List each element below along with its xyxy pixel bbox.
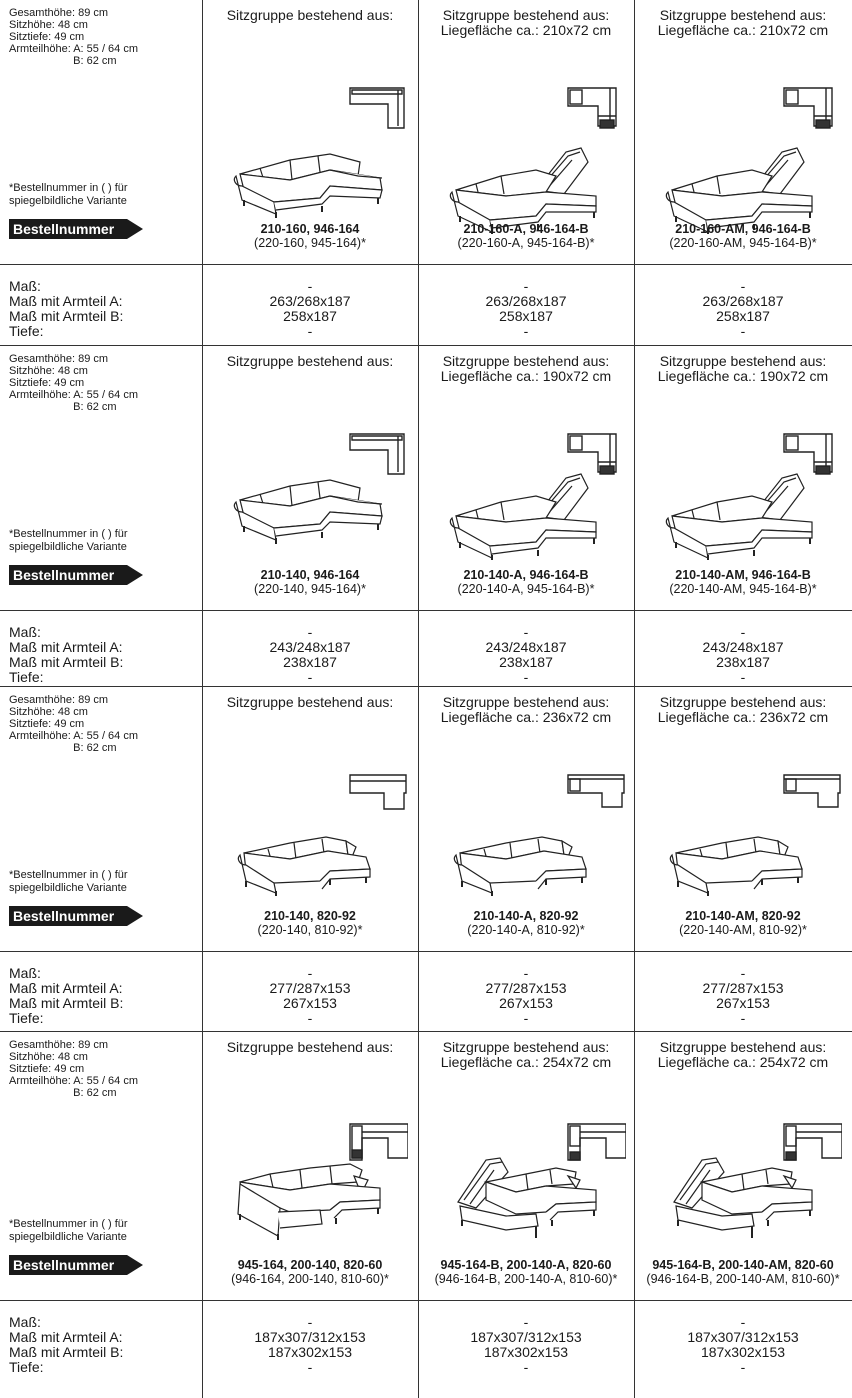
order-number [634, 568, 852, 596]
sofa-u-shape-icon [230, 1152, 390, 1247]
column-heading [634, 695, 852, 725]
order-code-mirror: (946-164-B, 200-140-AM, 810-60)* [646, 1272, 840, 1286]
dimension-label-tiefe: Tiefe: [9, 1010, 44, 1026]
config-column [634, 0, 852, 264]
specs-text: Gesamthöhe: 89 cm Sitzhöhe: 48 cm Sitztiefe: 49 cm Armteilhöhe: A: 55 / 64 cm B: 62 cm [9, 7, 139, 67]
badge-arrow-icon [127, 906, 143, 926]
dimension-value-tiefe: - [740, 1010, 746, 1026]
mirror-note [9, 1218, 128, 1244]
order-code-mirror: (946-164-B, 200-140-A, 810-60)* [434, 1272, 618, 1286]
dimension-value-tiefe: - [523, 1010, 529, 1026]
specs-text: Gesamthöhe: 89 cm Sitzhöhe: 48 cm Sitztiefe: 49 cm Armteilhöhe: A: 55 / 64 cm B: 62 cm [9, 694, 139, 754]
dimension-label-tiefe: Tiefe: [9, 1359, 44, 1375]
dimension-value-mass: - [307, 278, 313, 294]
order-number [418, 222, 634, 250]
order-number [202, 1258, 418, 1286]
heading-line1: Sitzgruppe bestehend aus: [226, 1039, 394, 1055]
column-heading [634, 1040, 852, 1070]
order-code: 210-140, 820-92 [264, 909, 356, 923]
lying-area-text: Liegefläche ca.: 190x72 cm [657, 368, 829, 384]
heading-line1: Sitzgruppe bestehend aus: [659, 353, 827, 369]
dimension-label-mass-b: Maß mit Armteil B: [9, 995, 124, 1011]
order-code: 210-160-A, 946-164-B [463, 222, 589, 236]
sofa-l-shape-icon [230, 466, 390, 551]
column-heading [418, 695, 634, 725]
dimension-values [202, 1315, 418, 1375]
dimension-labels [9, 1315, 123, 1375]
config-column [202, 0, 418, 264]
dimension-value-tiefe: - [307, 1359, 313, 1375]
dimension-value-mass-a: 277/287x153 [485, 980, 567, 996]
mirror-note-line2: spiegelbildliche Variante [9, 882, 127, 894]
specs-text: Gesamthöhe: 89 cm Sitzhöhe: 48 cm Sitztiefe: 49 cm Armteilhöhe: A: 55 / 64 cm B: 62 cm [9, 1039, 139, 1099]
dimension-labels [9, 279, 123, 339]
order-code: 210-140-AM, 946-164-B [675, 568, 811, 582]
lying-area-text: Liegefläche ca.: 190x72 cm [440, 368, 612, 384]
dimension-value-mass: - [740, 1314, 746, 1330]
dimension-value-tiefe: - [740, 1359, 746, 1375]
dimension-labels [9, 966, 123, 1026]
badge-arrow-icon [127, 565, 143, 585]
order-number [418, 568, 634, 596]
order-code: 210-160-AM, 946-164-B [675, 222, 811, 236]
lying-area-text: Liegefläche ca.: 236x72 cm [657, 709, 829, 725]
dimension-value-tiefe: - [523, 1359, 529, 1375]
column-heading [418, 354, 634, 384]
badge-arrow-icon [127, 219, 143, 239]
dimension-value-tiefe: - [740, 323, 746, 339]
order-number [634, 222, 852, 250]
dimension-value-mass-b: 187x302x153 [483, 1344, 569, 1360]
dimension-value-mass-a: 187x307/312x153 [687, 1329, 799, 1345]
config-column [634, 687, 852, 951]
order-code-mirror: (220-160-AM, 945-164-B)* [669, 236, 817, 250]
configuration-section [0, 1032, 852, 1301]
config-column [418, 687, 634, 951]
heading-line1: Sitzgruppe bestehend aus: [226, 7, 394, 23]
dimension-value-mass: - [523, 1314, 529, 1330]
column-heading [202, 695, 418, 710]
sofa-l-shape-icon [230, 140, 390, 225]
heading-line1: Sitzgruppe bestehend aus: [226, 694, 394, 710]
dimension-values [202, 279, 418, 339]
floorplan-icon [566, 773, 626, 824]
dimension-value-mass-b: 238x187 [499, 654, 553, 670]
dimension-value-mass-a: 243/248x187 [269, 639, 351, 655]
order-code: 210-140-A, 946-164-B [463, 568, 589, 582]
dimension-value-mass-a: 277/287x153 [269, 980, 351, 996]
badge-label: Bestellnummer [13, 221, 115, 237]
mirror-note-line2: spiegelbildliche Variante [9, 541, 127, 553]
dimension-label-mass: Maß: [9, 965, 41, 981]
config-column [202, 1032, 418, 1300]
mirror-note-line2: spiegelbildliche Variante [9, 195, 127, 207]
dimension-value-mass: - [740, 624, 746, 640]
mirror-note-line1: *Bestellnummer in ( ) für [9, 528, 128, 540]
dimension-value-mass-b: 258x187 [499, 308, 553, 324]
dimension-values [418, 966, 634, 1026]
sofa-chaise-icon [446, 827, 606, 902]
mirror-note-line1: *Bestellnummer in ( ) für [9, 182, 128, 194]
order-number [202, 222, 418, 250]
dimension-value-mass-b: 267x153 [283, 995, 337, 1011]
dimension-value-mass-b: 187x302x153 [700, 1344, 786, 1360]
config-column [634, 346, 852, 610]
heading-line1: Sitzgruppe bestehend aus: [442, 7, 610, 23]
dimension-label-mass-b: Maß mit Armteil B: [9, 654, 124, 670]
order-code: 945-164-B, 200-140-A, 820-60 [440, 1258, 612, 1272]
config-column [418, 0, 634, 264]
product-block [0, 345, 852, 687]
product-block [0, 1031, 852, 1398]
order-code: 210-140, 946-164 [260, 568, 360, 582]
order-number [418, 909, 634, 937]
heading-line1: Sitzgruppe bestehend aus: [442, 694, 610, 710]
configuration-section [0, 0, 852, 265]
dimension-label-mass-a: Maß mit Armteil A: [9, 980, 123, 996]
dimension-value-mass-a: 243/248x187 [485, 639, 567, 655]
config-column [634, 1032, 852, 1300]
dimensions-section [0, 1301, 852, 1398]
dimension-value-mass-b: 187x302x153 [267, 1344, 353, 1360]
dimension-value-mass-b: 238x187 [283, 654, 337, 670]
order-code: 210-160, 946-164 [260, 222, 360, 236]
dimension-value-mass-b: 238x187 [716, 654, 770, 670]
heading-line1: Sitzgruppe bestehend aus: [442, 1039, 610, 1055]
order-code: 945-164, 200-140, 820-60 [237, 1258, 383, 1272]
dimensions-section [0, 952, 852, 1032]
dimension-value-mass: - [307, 965, 313, 981]
column-heading [202, 354, 418, 369]
dimension-values [202, 966, 418, 1026]
order-number [418, 1258, 634, 1286]
dimension-value-mass: - [523, 965, 529, 981]
dimension-value-mass: - [307, 1314, 313, 1330]
mirror-note [9, 528, 128, 554]
order-number [634, 1258, 852, 1286]
dimension-value-tiefe: - [307, 323, 313, 339]
badge-label: Bestellnummer [13, 567, 115, 583]
dimension-value-mass-a: 263/268x187 [269, 293, 351, 309]
dimension-value-mass: - [740, 965, 746, 981]
badge-label: Bestellnummer [13, 1257, 115, 1273]
sofa-u-shape-icon [662, 1152, 822, 1247]
product-block [0, 0, 852, 345]
dimension-values [634, 279, 852, 339]
heading-line1: Sitzgruppe bestehend aus: [659, 7, 827, 23]
floorplan-icon [566, 86, 626, 137]
dimension-value-mass-a: 243/248x187 [702, 639, 784, 655]
dimension-values [634, 1315, 852, 1375]
lying-area-text: Liegefläche ca.: 254x72 cm [440, 1054, 612, 1070]
mirror-note-line2: spiegelbildliche Variante [9, 1231, 127, 1243]
config-column [418, 1032, 634, 1300]
bestellnummer-badge [9, 565, 143, 585]
dimensions-section [0, 265, 852, 345]
dimension-value-mass-b: 258x187 [716, 308, 770, 324]
order-code: 945-164-B, 200-140-AM, 820-60 [652, 1258, 834, 1272]
order-code-mirror: (220-140-AM, 945-164-B)* [669, 582, 817, 596]
column-heading [634, 354, 852, 384]
config-column [418, 346, 634, 610]
sofa-u-shape-icon [446, 1152, 606, 1247]
dimension-label-mass-a: Maß mit Armteil A: [9, 1329, 123, 1345]
dimension-values [418, 1315, 634, 1375]
dimension-labels [9, 625, 123, 685]
floorplan-icon [782, 86, 842, 137]
floorplan-icon [782, 773, 842, 824]
mirror-note-line1: *Bestellnummer in ( ) für [9, 1218, 128, 1230]
bestellnummer-badge [9, 219, 143, 239]
mirror-note [9, 182, 128, 208]
dimension-value-mass-a: 263/268x187 [485, 293, 567, 309]
configuration-section [0, 687, 852, 952]
order-code: 210-140-A, 820-92 [473, 909, 579, 923]
order-code: 210-140-AM, 820-92 [685, 909, 801, 923]
column-heading [202, 1040, 418, 1055]
order-code-mirror: (946-164, 200-140, 810-60)* [231, 1272, 389, 1286]
badge-arrow-icon [127, 1255, 143, 1275]
dimension-value-mass: - [523, 624, 529, 640]
lying-area-text: Liegefläche ca.: 210x72 cm [440, 22, 612, 38]
dimension-value-mass: - [307, 624, 313, 640]
badge-label: Bestellnummer [13, 908, 115, 924]
column-heading [418, 1040, 634, 1070]
product-block [0, 686, 852, 1032]
sofa-chaise-icon [662, 827, 822, 902]
dimension-value-mass-a: 263/268x187 [702, 293, 784, 309]
lying-area-text: Liegefläche ca.: 236x72 cm [440, 709, 612, 725]
dimension-label-mass-b: Maß mit Armteil B: [9, 308, 124, 324]
floorplan-icon [348, 773, 408, 824]
bestellnummer-badge [9, 906, 143, 926]
order-number [202, 909, 418, 937]
configuration-section [0, 346, 852, 611]
dimension-values [202, 625, 418, 685]
heading-line1: Sitzgruppe bestehend aus: [226, 353, 394, 369]
config-column [202, 687, 418, 951]
order-code-mirror: (220-140-A, 945-164-B)* [457, 582, 595, 596]
order-number [634, 909, 852, 937]
order-code-mirror: (220-140, 945-164)* [254, 582, 366, 596]
lying-area-text: Liegefläche ca.: 254x72 cm [657, 1054, 829, 1070]
order-code-mirror: (220-140-AM, 810-92)* [679, 923, 807, 937]
dimension-label-mass: Maß: [9, 624, 41, 640]
dimension-value-tiefe: - [740, 669, 746, 685]
dimension-values [418, 625, 634, 685]
dimension-value-mass-b: 267x153 [499, 995, 553, 1011]
dimension-value-mass: - [523, 278, 529, 294]
dimension-value-tiefe: - [523, 323, 529, 339]
dimension-value-tiefe: - [307, 669, 313, 685]
dimension-label-mass-b: Maß mit Armteil B: [9, 1344, 124, 1360]
dimension-values [634, 625, 852, 685]
heading-line1: Sitzgruppe bestehend aus: [659, 1039, 827, 1055]
dimension-value-mass: - [740, 278, 746, 294]
sofa-chaise-icon [230, 827, 390, 902]
dimension-label-mass: Maß: [9, 1314, 41, 1330]
dimension-value-mass-a: 277/287x153 [702, 980, 784, 996]
dimension-value-tiefe: - [523, 669, 529, 685]
dimension-value-mass-b: 267x153 [716, 995, 770, 1011]
order-code-mirror: (220-140, 810-92)* [257, 923, 363, 937]
dimension-value-tiefe: - [307, 1010, 313, 1026]
order-number [202, 568, 418, 596]
order-code-mirror: (220-160, 945-164)* [254, 236, 366, 250]
column-heading [634, 8, 852, 38]
bestellnummer-badge [9, 1255, 143, 1275]
dimension-value-mass-a: 187x307/312x153 [470, 1329, 582, 1345]
mirror-note-line1: *Bestellnummer in ( ) für [9, 869, 128, 881]
column-heading [202, 8, 418, 23]
order-code-mirror: (220-160-A, 945-164-B)* [457, 236, 595, 250]
heading-line1: Sitzgruppe bestehend aus: [442, 353, 610, 369]
dimension-label-mass-a: Maß mit Armteil A: [9, 293, 123, 309]
mirror-note [9, 869, 128, 895]
lying-area-text: Liegefläche ca.: 210x72 cm [657, 22, 829, 38]
heading-line1: Sitzgruppe bestehend aus: [659, 694, 827, 710]
dimension-value-mass-b: 258x187 [283, 308, 337, 324]
sofa-l-shape-bedbox-icon [446, 466, 606, 566]
dimension-label-mass-a: Maß mit Armteil A: [9, 639, 123, 655]
column-heading [418, 8, 634, 38]
dimension-values [418, 279, 634, 339]
dimension-values [634, 966, 852, 1026]
sofa-l-shape-bedbox-icon [662, 466, 822, 566]
dimension-value-mass-a: 187x307/312x153 [254, 1329, 366, 1345]
dimension-label-tiefe: Tiefe: [9, 669, 44, 685]
config-column [202, 346, 418, 610]
dimensions-section [0, 611, 852, 687]
order-code-mirror: (220-140-A, 810-92)* [467, 923, 585, 937]
dimension-label-tiefe: Tiefe: [9, 323, 44, 339]
specs-text: Gesamthöhe: 89 cm Sitzhöhe: 48 cm Sitztiefe: 49 cm Armteilhöhe: A: 55 / 64 cm B: 62 cm [9, 353, 139, 413]
floorplan-icon [348, 86, 408, 137]
dimension-label-mass: Maß: [9, 278, 41, 294]
